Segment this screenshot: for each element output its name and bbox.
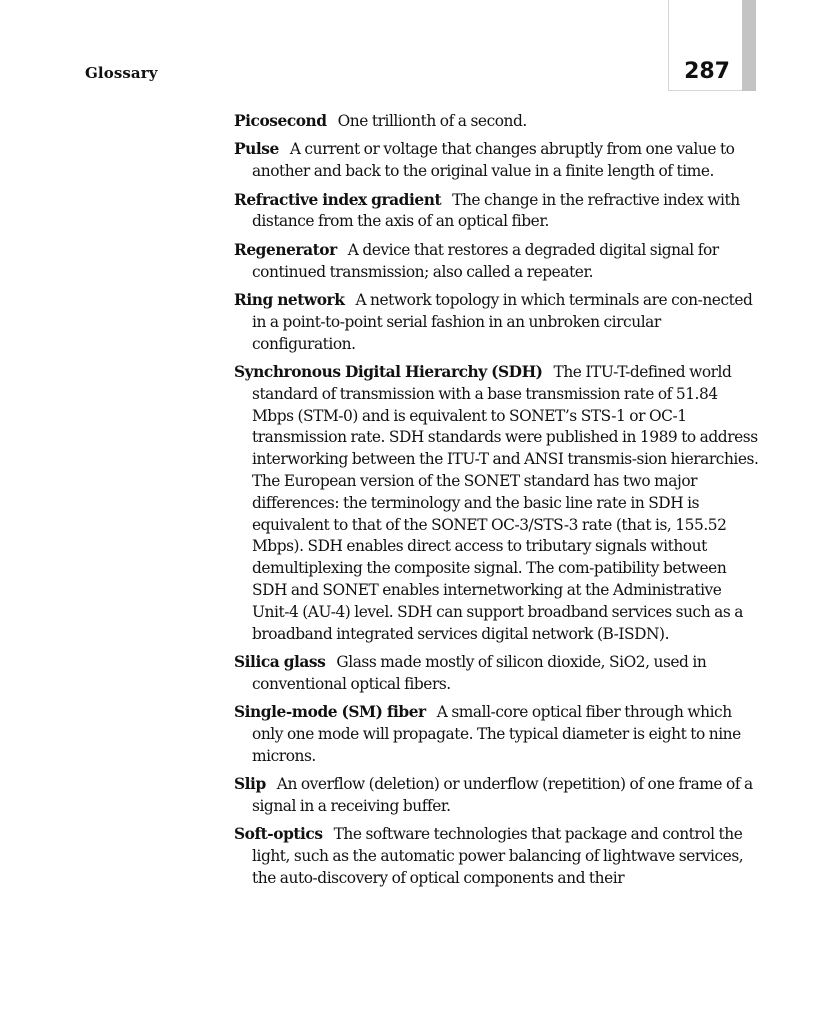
entry-definition: A current or voltage that changes abruptly from one value to another and back to the original value in a finite length of time. <box>252 140 735 181</box>
entry-term: Pulse <box>234 140 279 159</box>
page-number-tab <box>668 0 743 91</box>
running-head-title: Glossary <box>85 64 158 82</box>
entry-term: Slip <box>234 775 266 794</box>
glossary-entry-regenerator <box>234 240 762 284</box>
glossary-entry-picosecond <box>234 111 762 133</box>
entry-definition: The ITU-T-defined world standard of transmission with a base transmission rate of 51.84 Mbps (STM-0) and is equivalent to SONET’s STS-1 or OC-1 transmission rate. SDH standards were published in 1989 to address interworking between the ITU-T and ANSI transmis-sion hierarchies. The European version of the SONET standard has two major differences: the terminology and the basic line rate in SDH is equivalent to that of the SONET OC-3/STS-3 rate (that is, 155.52 Mbps). SDH enables direct access to tributary signals without demultiplexing the composite signal. The com-patibility between SDH and SONET enables internetworking at the Administrative Unit-4 (AU-4) level. SDH can support broadband services such as a broadband integrated services digital network (B-ISDN). <box>252 362 759 643</box>
entry-definition: One trillionth of a second. <box>337 112 527 130</box>
entry-term: Soft-optics <box>234 825 323 844</box>
entry-term: Synchronous Digital Hierarchy (SDH) <box>234 362 543 381</box>
glossary-entry-refractive-index-gradient <box>234 190 762 234</box>
entry-definition: A network topology in which terminals are con-nected in a point-to-point serial fashion in an unbroken circular configuration. <box>252 290 753 353</box>
entry-term: Single-mode (SM) fiber <box>234 703 426 722</box>
entry-term: Silica glass <box>234 652 326 671</box>
entry-definition: The change in the refractive index with distance from the axis of an optical fiber. <box>252 190 740 231</box>
page-number: 287 <box>684 59 730 84</box>
entry-term: Regenerator <box>234 240 337 259</box>
glossary-entry-silica-glass <box>234 652 762 696</box>
page-edge-bar <box>742 0 756 91</box>
entry-term: Picosecond <box>234 112 327 130</box>
glossary-entry-single-mode-fiber <box>234 702 762 767</box>
entry-definition: A small-core optical fiber through which only one mode will propagate. The typical diameter is eight to nine microns. <box>252 703 741 765</box>
glossary-entry-sdh <box>234 362 762 645</box>
entry-definition: A device that restores a degraded digital signal for continued transmission; also called a repeater. <box>252 240 719 281</box>
entry-term: Ring network <box>234 290 345 309</box>
entry-term: Refractive index gradient <box>234 190 442 209</box>
glossary-entry-soft-optics <box>234 824 762 889</box>
entry-definition: An overflow (deletion) or underflow (repetition) of one frame of a signal in a receiving buffer. <box>252 775 753 815</box>
glossary-entry-slip <box>234 774 762 818</box>
glossary-entry-ring-network <box>234 290 762 355</box>
entry-definition: The software technologies that package and control the light, such as the automatic power balancing of lightwave services, the auto-discovery of optical components and their <box>252 825 744 887</box>
glossary-entries <box>234 111 762 896</box>
glossary-entry-pulse <box>234 139 762 183</box>
entry-definition: Glass made mostly of silicon dioxide, SiO2, used in conventional optical fibers. <box>252 652 707 693</box>
